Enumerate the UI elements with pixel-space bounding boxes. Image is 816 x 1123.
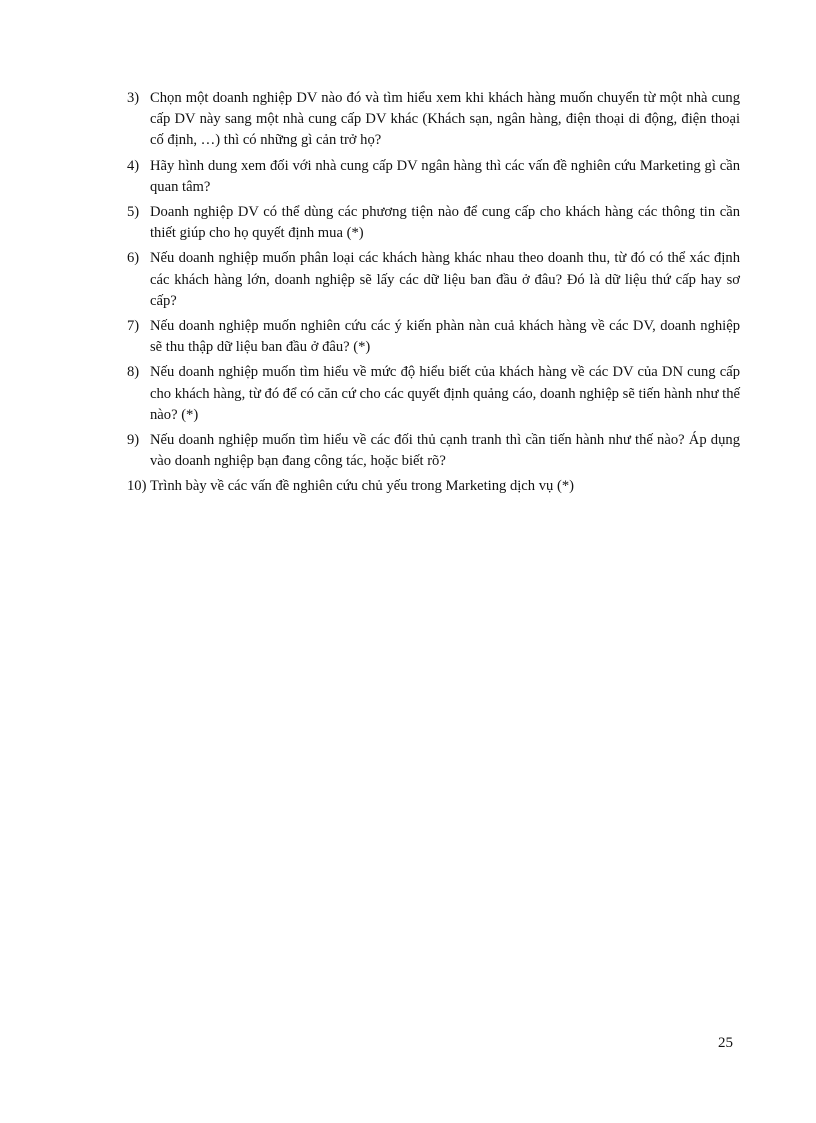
question-text: Nếu doanh nghiệp muốn phân loại các khách hàng khác nhau theo doanh thu, từ đó có thể xác định các khách hàng lớn, doanh nghiệp sẽ lấy các dữ liệu ban đầu ở đâu? Đó là dữ liệu thứ cấp hay sơ cấp? (150, 250, 740, 309)
question-number: 3) (127, 90, 140, 106)
question-number: 5) (127, 204, 140, 221)
question-number: 6) (127, 250, 140, 267)
question-item (127, 156, 740, 198)
question-number: 4) (127, 157, 140, 174)
question-text: Trình bày về các vấn đề nghiên cứu chủ yếu trong Marketing dịch vụ (*) (150, 478, 574, 495)
page-number: 25 (718, 1035, 733, 1051)
question-text: Nếu doanh nghiệp muốn tìm hiểu về mức độ hiểu biết của khách hàng về các DV của DN cung cấp cho khách hàng, từ đó để có căn cứ cho các quyết định quảng cáo, doanh nghiệp sẽ tiến hành như thế nào? (*) (150, 364, 740, 423)
question-text: Chọn một doanh nghiệp DV nào đó và tìm hiểu xem khi khách hàng muốn chuyển từ một nhà cung cấp DV này sang một nhà cung cấp DV khác (Khách sạn, ngân hàng, điện thoại di động, điện thoại cố định, …) thì có những gì cản trở họ? (150, 90, 740, 149)
question-item (127, 430, 740, 472)
question-item (127, 476, 740, 497)
question-item (127, 248, 740, 312)
question-item (127, 362, 740, 426)
question-text: Hãy hình dung xem đối với nhà cung cấp DV ngân hàng thì các vấn đề nghiên cứu Marketing gì cần quan tâm? (150, 157, 740, 195)
question-item (127, 88, 740, 152)
question-text: Doanh nghiệp DV có thể dùng các phương tiện nào để cung cấp cho khách hàng các thông tin cần thiết giúp cho họ quyết định mua (*) (150, 204, 740, 242)
question-number: 8) (127, 364, 140, 381)
question-item (127, 316, 740, 358)
question-text: Nếu doanh nghiệp muốn tìm hiểu về các đối thủ cạnh tranh thì cần tiến hành như thế nào? Áp dụng vào doanh nghiệp bạn đang công tác, hoặc biết rõ? (150, 432, 740, 470)
question-text: Nếu doanh nghiệp muốn nghiên cứu các ý kiến phàn nàn cuả khách hàng về các DV, doanh nghiệp sẽ thu thập dữ liệu ban đầu ở đâu? (*) (150, 318, 740, 356)
question-number: 10) (127, 478, 147, 495)
question-item (127, 202, 740, 244)
question-list (127, 88, 740, 502)
question-number: 7) (127, 318, 140, 335)
question-number: 9) (127, 432, 140, 449)
